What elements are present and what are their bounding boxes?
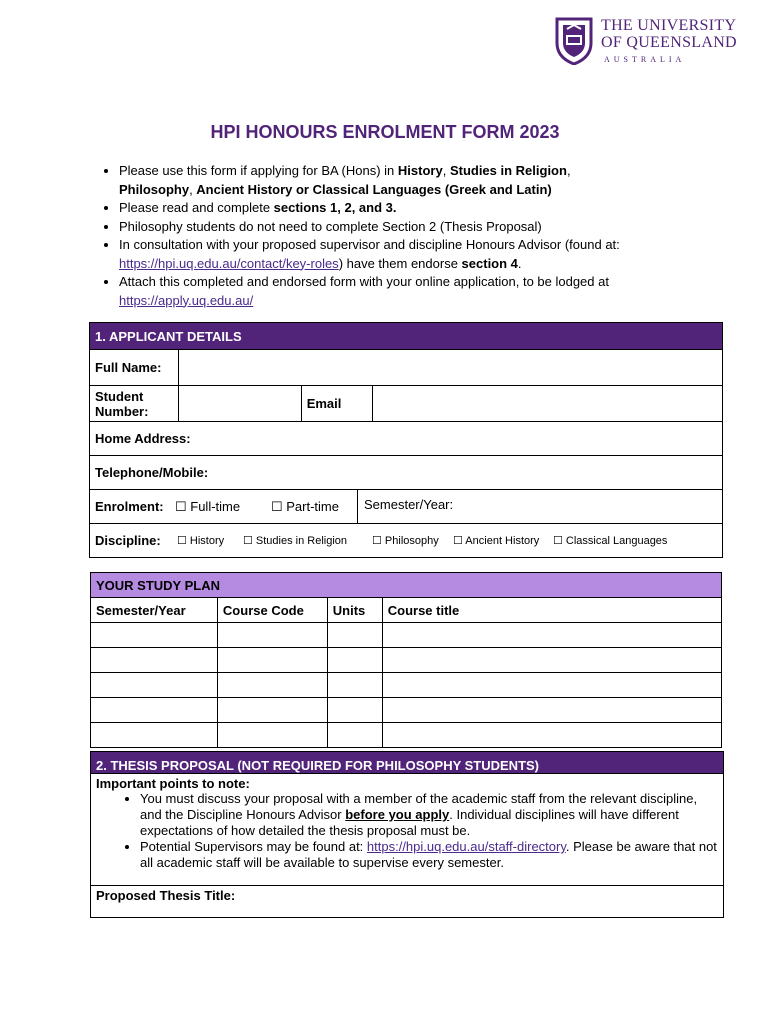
- university-logo: [554, 15, 744, 67]
- home-address-field[interactable]: [90, 422, 723, 456]
- semester-year-label: Semester/Year:: [364, 497, 454, 512]
- table-cell[interactable]: [327, 623, 382, 648]
- semester-year-field[interactable]: [357, 490, 453, 523]
- email-label: Email: [301, 386, 372, 422]
- table-cell[interactable]: [91, 673, 218, 698]
- full-name-label: Full Name:: [90, 350, 179, 386]
- table-row: [91, 623, 722, 648]
- classical-languages-checkbox[interactable]: ☐ Classical Languages: [553, 535, 668, 547]
- staff-directory-link[interactable]: https://hpi.uq.edu.au/staff-directory: [366, 839, 566, 854]
- study-plan-table: [90, 572, 722, 748]
- note-item: • Potential Supervisors may be found at: https://hpi.uq.edu.au/staff-directory. Please be aware that not all academic staff will be available to supervise every semester.: [140, 839, 718, 871]
- table-cell[interactable]: [91, 623, 218, 648]
- university-crest-icon: [554, 17, 594, 65]
- intro-item: • Attach this completed and endorsed form with your online application, to be lodged at https://apply.uq.edu.au/: [119, 273, 699, 310]
- column-units: Units: [327, 598, 382, 623]
- column-course-code: Course Code: [217, 598, 327, 623]
- table-cell[interactable]: [327, 723, 382, 748]
- fulltime-checkbox[interactable]: ☐ Full-time: [175, 498, 241, 514]
- intro-item: • Please read and complete sections 1, 2, and 3.: [119, 199, 699, 218]
- logo-country: AUSTRALIA: [604, 55, 686, 64]
- intro-list: [97, 162, 699, 310]
- table-row: [91, 723, 722, 748]
- telephone-label: Telephone/Mobile:: [95, 465, 209, 480]
- email-field[interactable]: [372, 386, 722, 422]
- student-number-field[interactable]: [178, 386, 301, 422]
- discipline-label: Discipline:: [95, 533, 161, 548]
- full-name-field[interactable]: [178, 350, 722, 386]
- table-cell[interactable]: [217, 723, 327, 748]
- table-row: [91, 698, 722, 723]
- logo-line-2: OF QUEENSLAND: [601, 34, 737, 51]
- column-course-title: Course title: [382, 598, 721, 623]
- table-row: [91, 673, 722, 698]
- parttime-checkbox[interactable]: ☐ Part-time: [271, 498, 339, 514]
- table-cell[interactable]: [327, 673, 382, 698]
- history-checkbox[interactable]: ☐ History: [177, 535, 225, 547]
- thesis-proposal-table: [90, 751, 724, 918]
- important-points-title: Important points to note:: [96, 776, 250, 791]
- table-cell[interactable]: [382, 673, 721, 698]
- study-plan-header: YOUR STUDY PLAN: [91, 573, 722, 598]
- table-cell[interactable]: [382, 648, 721, 673]
- philosophy-checkbox[interactable]: ☐ Philosophy: [372, 535, 439, 547]
- enrolment-row: [90, 490, 723, 524]
- table-cell[interactable]: [217, 698, 327, 723]
- logo-line-1: THE UNIVERSITY: [601, 17, 737, 34]
- table-cell[interactable]: [327, 698, 382, 723]
- ancient-history-checkbox[interactable]: ☐ Ancient History: [453, 535, 540, 547]
- intro-item: • Please use this form if applying for BA (Hons) in History, Studies in Religion, Philosophy, Ancient History or Classical Languages (Greek and Latin): [119, 162, 699, 199]
- applicant-details-header: 1. APPLICANT DETAILS: [90, 323, 723, 350]
- intro-item: • Philosophy students do not need to complete Section 2 (Thesis Proposal): [119, 218, 699, 237]
- table-cell[interactable]: [91, 648, 218, 673]
- table-cell[interactable]: [327, 648, 382, 673]
- key-roles-link[interactable]: https://hpi.uq.edu.au/contact/key-roles: [119, 255, 339, 271]
- table-cell[interactable]: [382, 623, 721, 648]
- discipline-row: [90, 524, 723, 558]
- table-row: [91, 648, 722, 673]
- enrolment-label: Enrolment:: [95, 499, 164, 514]
- home-address-label: Home Address:: [95, 431, 191, 446]
- applicant-details-table: [89, 322, 723, 558]
- thesis-notes: [91, 774, 724, 886]
- page-title: HPI HONOURS ENROLMENT FORM 2023: [210, 122, 560, 142]
- thesis-proposal-header: 2. THESIS PROPOSAL (NOT REQUIRED FOR PHILOSOPHY STUDENTS): [91, 752, 724, 774]
- intro-item: • In consultation with your proposed supervisor and discipline Honours Advisor (found at: https://hpi.uq.edu.au/contact/key-roles) have them endorse section 4.: [119, 236, 699, 273]
- table-cell[interactable]: [382, 723, 721, 748]
- apply-link[interactable]: https://apply.uq.edu.au/: [119, 292, 254, 308]
- table-cell[interactable]: [217, 623, 327, 648]
- table-cell[interactable]: [91, 723, 218, 748]
- proposed-thesis-title-field[interactable]: [91, 886, 724, 918]
- studies-in-religion-checkbox[interactable]: ☐ Studies in Religion: [243, 535, 348, 547]
- table-cell[interactable]: [91, 698, 218, 723]
- proposed-thesis-title-label: Proposed Thesis Title:: [96, 888, 236, 903]
- table-cell[interactable]: [217, 648, 327, 673]
- telephone-field[interactable]: [90, 456, 723, 490]
- column-semester-year: Semester/Year: [91, 598, 218, 623]
- table-cell[interactable]: [217, 673, 327, 698]
- student-number-label: Student Number:: [90, 386, 179, 422]
- logo-text: [601, 17, 737, 51]
- note-item: • You must discuss your proposal with a member of the academic staff from the relevant discipline, and the Discipline Honours Advisor before you apply. Individual disciplines will have different expectations of how detailed the thesis proposal must be.: [140, 791, 718, 839]
- table-cell[interactable]: [382, 698, 721, 723]
